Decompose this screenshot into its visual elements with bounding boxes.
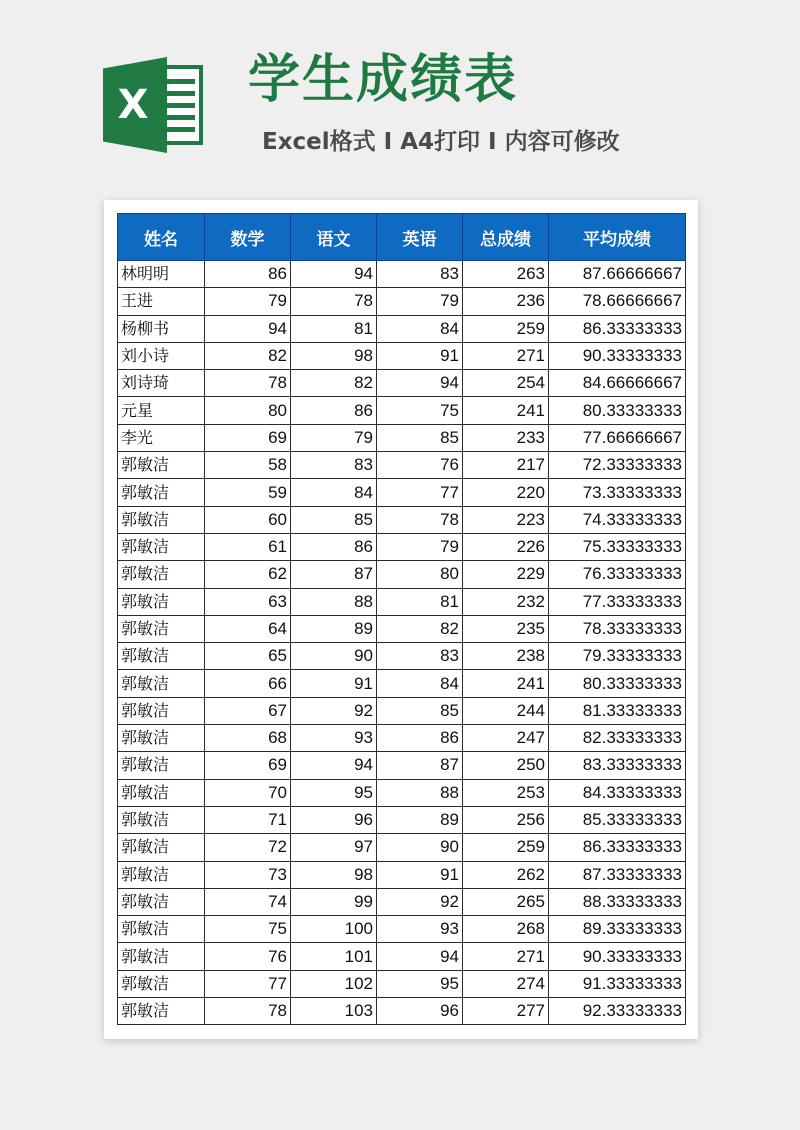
score-cell[interactable]: 70 bbox=[205, 779, 291, 806]
table-row bbox=[118, 725, 686, 752]
score-cell[interactable]: 78 bbox=[205, 998, 291, 1025]
score-cell[interactable]: 87.66666667 bbox=[549, 261, 686, 288]
score-cell[interactable]: 94 bbox=[205, 315, 291, 342]
score-cell[interactable]: 277 bbox=[463, 998, 549, 1025]
score-cell[interactable]: 94 bbox=[377, 943, 463, 970]
score-cell[interactable]: 77.66666667 bbox=[549, 424, 686, 451]
score-cell[interactable]: 80 bbox=[377, 561, 463, 588]
score-cell[interactable]: 82 bbox=[377, 615, 463, 642]
table-row bbox=[118, 670, 686, 697]
score-cell[interactable]: 73.33333333 bbox=[549, 479, 686, 506]
score-cell[interactable]: 88 bbox=[377, 779, 463, 806]
student-name-cell[interactable]: 郭敏洁 bbox=[118, 998, 205, 1025]
score-cell[interactable]: 64 bbox=[205, 615, 291, 642]
table-row bbox=[118, 506, 686, 533]
score-cell[interactable]: 73 bbox=[205, 861, 291, 888]
score-cell[interactable]: 77.33333333 bbox=[549, 588, 686, 615]
score-cell[interactable]: 101 bbox=[291, 943, 377, 970]
student-name-cell[interactable]: 郭敏洁 bbox=[118, 588, 205, 615]
score-cell[interactable]: 74 bbox=[205, 888, 291, 915]
score-cell[interactable]: 87 bbox=[291, 561, 377, 588]
score-cell[interactable]: 95 bbox=[291, 779, 377, 806]
table-row bbox=[118, 315, 686, 342]
score-cell[interactable]: 83 bbox=[291, 452, 377, 479]
score-cell[interactable]: 65 bbox=[205, 643, 291, 670]
page-subtitle: Excel格式 I A4打印 I 内容可修改 bbox=[262, 129, 620, 155]
score-cell[interactable]: 77 bbox=[205, 970, 291, 997]
score-cell[interactable]: 74.33333333 bbox=[549, 506, 686, 533]
score-cell[interactable]: 259 bbox=[463, 834, 549, 861]
score-cell[interactable]: 68 bbox=[205, 725, 291, 752]
score-cell[interactable]: 75 bbox=[377, 397, 463, 424]
table-row bbox=[118, 397, 686, 424]
score-cell[interactable]: 87.33333333 bbox=[549, 861, 686, 888]
score-cell[interactable]: 83 bbox=[377, 643, 463, 670]
score-cell[interactable]: 78 bbox=[291, 288, 377, 315]
student-name-cell[interactable]: 郭敏洁 bbox=[118, 916, 205, 943]
student-name-cell[interactable]: 郭敏洁 bbox=[118, 533, 205, 560]
score-cell[interactable]: 79 bbox=[205, 288, 291, 315]
score-cell[interactable]: 271 bbox=[463, 342, 549, 369]
column-header: 总成绩 bbox=[463, 214, 549, 261]
score-cell[interactable]: 241 bbox=[463, 397, 549, 424]
score-cell[interactable]: 229 bbox=[463, 561, 549, 588]
score-cell[interactable]: 82 bbox=[291, 370, 377, 397]
score-cell[interactable]: 89 bbox=[291, 615, 377, 642]
student-name-cell[interactable]: 王进 bbox=[118, 288, 205, 315]
score-cell[interactable]: 223 bbox=[463, 506, 549, 533]
table-row bbox=[118, 588, 686, 615]
score-cell[interactable]: 69 bbox=[205, 424, 291, 451]
score-cell[interactable]: 85.33333333 bbox=[549, 806, 686, 833]
excel-logo-icon bbox=[103, 57, 207, 153]
score-cell[interactable]: 75 bbox=[205, 916, 291, 943]
score-cell[interactable]: 247 bbox=[463, 725, 549, 752]
score-cell[interactable]: 85 bbox=[377, 697, 463, 724]
score-cell[interactable]: 61 bbox=[205, 533, 291, 560]
table-row bbox=[118, 479, 686, 506]
score-cell[interactable]: 97 bbox=[291, 834, 377, 861]
score-cell[interactable]: 232 bbox=[463, 588, 549, 615]
score-cell[interactable]: 92 bbox=[377, 888, 463, 915]
table-row bbox=[118, 342, 686, 369]
table-row bbox=[118, 615, 686, 642]
score-cell[interactable]: 81.33333333 bbox=[549, 697, 686, 724]
score-cell[interactable]: 90.33333333 bbox=[549, 342, 686, 369]
score-cell[interactable]: 241 bbox=[463, 670, 549, 697]
logo-letter: X bbox=[117, 82, 149, 128]
score-cell[interactable]: 90 bbox=[291, 643, 377, 670]
score-cell[interactable]: 88.33333333 bbox=[549, 888, 686, 915]
student-name-cell[interactable]: 元星 bbox=[118, 397, 205, 424]
table-header-row bbox=[118, 214, 686, 261]
score-cell[interactable]: 76 bbox=[205, 943, 291, 970]
score-cell[interactable]: 263 bbox=[463, 261, 549, 288]
score-cell[interactable]: 94 bbox=[291, 261, 377, 288]
table-row bbox=[118, 452, 686, 479]
score-cell[interactable]: 59 bbox=[205, 479, 291, 506]
table-row bbox=[118, 643, 686, 670]
score-cell[interactable]: 95 bbox=[377, 970, 463, 997]
score-cell[interactable]: 93 bbox=[291, 725, 377, 752]
score-cell[interactable]: 92.33333333 bbox=[549, 998, 686, 1025]
score-cell[interactable]: 81 bbox=[291, 315, 377, 342]
score-cell[interactable]: 96 bbox=[377, 998, 463, 1025]
score-cell[interactable]: 66 bbox=[205, 670, 291, 697]
score-cell[interactable]: 76.33333333 bbox=[549, 561, 686, 588]
column-header: 数学 bbox=[205, 214, 291, 261]
score-cell[interactable]: 86 bbox=[205, 261, 291, 288]
score-cell[interactable]: 84.66666667 bbox=[549, 370, 686, 397]
table-row bbox=[118, 779, 686, 806]
score-cell[interactable]: 86.33333333 bbox=[549, 315, 686, 342]
score-cell[interactable]: 78.66666667 bbox=[549, 288, 686, 315]
score-cell[interactable]: 98 bbox=[291, 342, 377, 369]
score-cell[interactable]: 91 bbox=[377, 342, 463, 369]
score-cell[interactable]: 79 bbox=[377, 288, 463, 315]
table-body bbox=[118, 261, 686, 1025]
score-cell[interactable]: 86 bbox=[291, 533, 377, 560]
score-cell[interactable]: 91 bbox=[291, 670, 377, 697]
score-cell[interactable]: 81 bbox=[377, 588, 463, 615]
score-cell[interactable]: 92 bbox=[291, 697, 377, 724]
column-header: 语文 bbox=[291, 214, 377, 261]
score-cell[interactable]: 78 bbox=[205, 370, 291, 397]
column-header: 姓名 bbox=[118, 214, 205, 261]
score-cell[interactable]: 90.33333333 bbox=[549, 943, 686, 970]
score-cell[interactable]: 83.33333333 bbox=[549, 752, 686, 779]
table-row bbox=[118, 561, 686, 588]
score-cell[interactable]: 79 bbox=[291, 424, 377, 451]
score-cell[interactable]: 80 bbox=[205, 397, 291, 424]
score-cell[interactable]: 72 bbox=[205, 834, 291, 861]
score-cell[interactable]: 98 bbox=[291, 861, 377, 888]
table-row bbox=[118, 861, 686, 888]
score-cell[interactable]: 67 bbox=[205, 697, 291, 724]
score-cell[interactable]: 86.33333333 bbox=[549, 834, 686, 861]
score-cell[interactable]: 94 bbox=[377, 370, 463, 397]
score-cell[interactable]: 103 bbox=[291, 998, 377, 1025]
score-cell[interactable]: 84 bbox=[377, 315, 463, 342]
score-cell[interactable]: 84 bbox=[377, 670, 463, 697]
student-name-cell[interactable]: 郭敏洁 bbox=[118, 752, 205, 779]
table-row bbox=[118, 261, 686, 288]
score-cell[interactable]: 217 bbox=[463, 452, 549, 479]
score-cell[interactable]: 88 bbox=[291, 588, 377, 615]
student-name-cell[interactable]: 郭敏洁 bbox=[118, 452, 205, 479]
score-cell[interactable]: 78.33333333 bbox=[549, 615, 686, 642]
table-row bbox=[118, 998, 686, 1025]
score-cell[interactable]: 76 bbox=[377, 452, 463, 479]
score-cell[interactable]: 86 bbox=[377, 725, 463, 752]
table-row bbox=[118, 970, 686, 997]
table-row bbox=[118, 533, 686, 560]
score-cell[interactable]: 85 bbox=[377, 424, 463, 451]
student-name-cell[interactable]: 郭敏洁 bbox=[118, 479, 205, 506]
score-cell[interactable]: 233 bbox=[463, 424, 549, 451]
score-cell[interactable]: 63 bbox=[205, 588, 291, 615]
score-cell[interactable]: 84 bbox=[291, 479, 377, 506]
score-cell[interactable]: 58 bbox=[205, 452, 291, 479]
score-cell[interactable]: 75.33333333 bbox=[549, 533, 686, 560]
score-cell[interactable]: 250 bbox=[463, 752, 549, 779]
page-title: 学生成绩表 bbox=[248, 50, 519, 110]
score-cell[interactable]: 80.33333333 bbox=[549, 670, 686, 697]
table-row bbox=[118, 943, 686, 970]
score-cell[interactable]: 259 bbox=[463, 315, 549, 342]
score-cell[interactable]: 80.33333333 bbox=[549, 397, 686, 424]
score-cell[interactable]: 69 bbox=[205, 752, 291, 779]
student-name-cell[interactable]: 郭敏洁 bbox=[118, 834, 205, 861]
student-name-cell[interactable]: 杨柳书 bbox=[118, 315, 205, 342]
student-name-cell[interactable]: 郭敏洁 bbox=[118, 643, 205, 670]
score-cell[interactable]: 102 bbox=[291, 970, 377, 997]
table-row bbox=[118, 752, 686, 779]
score-cell[interactable]: 89.33333333 bbox=[549, 916, 686, 943]
score-cell[interactable]: 262 bbox=[463, 861, 549, 888]
student-name-cell[interactable]: 郭敏洁 bbox=[118, 806, 205, 833]
score-cell[interactable]: 82.33333333 bbox=[549, 725, 686, 752]
student-name-cell[interactable]: 郭敏洁 bbox=[118, 970, 205, 997]
score-cell[interactable]: 238 bbox=[463, 643, 549, 670]
score-cell[interactable]: 60 bbox=[205, 506, 291, 533]
score-cell[interactable]: 274 bbox=[463, 970, 549, 997]
score-cell[interactable]: 85 bbox=[291, 506, 377, 533]
table-row bbox=[118, 424, 686, 451]
student-name-cell[interactable]: 李光 bbox=[118, 424, 205, 451]
table-row bbox=[118, 806, 686, 833]
student-name-cell[interactable]: 郭敏洁 bbox=[118, 943, 205, 970]
score-cell[interactable]: 78 bbox=[377, 506, 463, 533]
student-name-cell[interactable]: 郭敏洁 bbox=[118, 670, 205, 697]
score-cell[interactable]: 100 bbox=[291, 916, 377, 943]
student-name-cell[interactable]: 郭敏洁 bbox=[118, 888, 205, 915]
grades-table bbox=[117, 213, 686, 1025]
score-cell[interactable]: 89 bbox=[377, 806, 463, 833]
table-row bbox=[118, 288, 686, 315]
score-cell[interactable]: 87 bbox=[377, 752, 463, 779]
score-cell[interactable]: 86 bbox=[291, 397, 377, 424]
table-row bbox=[118, 834, 686, 861]
score-cell[interactable]: 82 bbox=[205, 342, 291, 369]
score-cell[interactable]: 93 bbox=[377, 916, 463, 943]
score-cell[interactable]: 91 bbox=[377, 861, 463, 888]
score-cell[interactable]: 256 bbox=[463, 806, 549, 833]
student-name-cell[interactable]: 刘小诗 bbox=[118, 342, 205, 369]
score-cell[interactable]: 83 bbox=[377, 261, 463, 288]
student-name-cell[interactable]: 郭敏洁 bbox=[118, 725, 205, 752]
score-cell[interactable]: 96 bbox=[291, 806, 377, 833]
score-cell[interactable]: 235 bbox=[463, 615, 549, 642]
student-name-cell[interactable]: 郭敏洁 bbox=[118, 561, 205, 588]
score-cell[interactable]: 71 bbox=[205, 806, 291, 833]
score-cell[interactable]: 236 bbox=[463, 288, 549, 315]
student-name-cell[interactable]: 郭敏洁 bbox=[118, 697, 205, 724]
student-name-cell[interactable]: 郭敏洁 bbox=[118, 506, 205, 533]
score-cell[interactable]: 84.33333333 bbox=[549, 779, 686, 806]
table-row bbox=[118, 370, 686, 397]
score-cell[interactable]: 79 bbox=[377, 533, 463, 560]
score-cell[interactable]: 254 bbox=[463, 370, 549, 397]
table-row bbox=[118, 916, 686, 943]
score-cell[interactable]: 244 bbox=[463, 697, 549, 724]
score-cell[interactable]: 94 bbox=[291, 752, 377, 779]
score-cell[interactable]: 62 bbox=[205, 561, 291, 588]
score-cell[interactable]: 220 bbox=[463, 479, 549, 506]
score-cell[interactable]: 265 bbox=[463, 888, 549, 915]
score-cell[interactable]: 253 bbox=[463, 779, 549, 806]
score-cell[interactable]: 91.33333333 bbox=[549, 970, 686, 997]
column-header: 英语 bbox=[377, 214, 463, 261]
score-cell[interactable]: 268 bbox=[463, 916, 549, 943]
table-row bbox=[118, 888, 686, 915]
table-row bbox=[118, 697, 686, 724]
score-cell[interactable]: 79.33333333 bbox=[549, 643, 686, 670]
student-name-cell[interactable]: 刘诗琦 bbox=[118, 370, 205, 397]
score-cell[interactable]: 77 bbox=[377, 479, 463, 506]
score-cell[interactable]: 90 bbox=[377, 834, 463, 861]
student-name-cell[interactable]: 林明明 bbox=[118, 261, 205, 288]
student-name-cell[interactable]: 郭敏洁 bbox=[118, 615, 205, 642]
score-cell[interactable]: 99 bbox=[291, 888, 377, 915]
student-name-cell[interactable]: 郭敏洁 bbox=[118, 861, 205, 888]
score-cell[interactable]: 226 bbox=[463, 533, 549, 560]
score-cell[interactable]: 72.33333333 bbox=[549, 452, 686, 479]
document-sheet bbox=[104, 200, 698, 1039]
column-header: 平均成绩 bbox=[549, 214, 686, 261]
score-cell[interactable]: 271 bbox=[463, 943, 549, 970]
student-name-cell[interactable]: 郭敏洁 bbox=[118, 779, 205, 806]
